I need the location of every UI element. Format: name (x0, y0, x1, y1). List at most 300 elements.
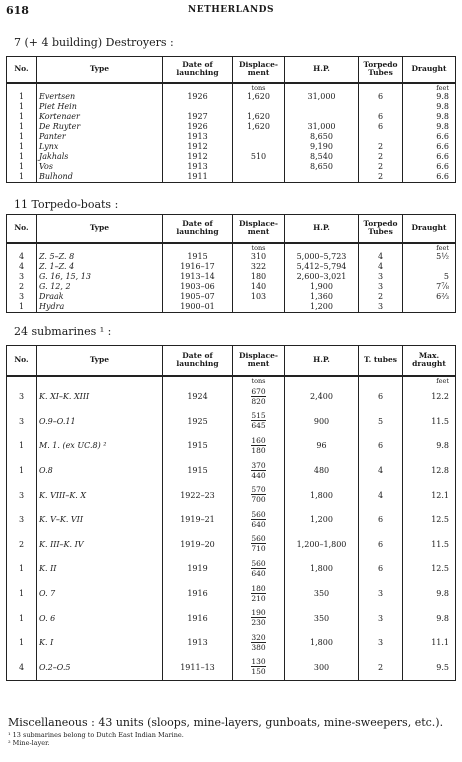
page-number: 618 (6, 4, 29, 17)
table-cell (403, 262, 456, 272)
table-cell (403, 302, 456, 313)
table-cell: 1900–01 (163, 302, 233, 313)
displacement-fraction (251, 534, 265, 553)
table-cell: 1926 (163, 122, 233, 132)
table-cell: 1 (7, 102, 37, 112)
column-header: No. (7, 215, 37, 243)
table-cell: Draak (37, 292, 163, 302)
displacement-cell (233, 581, 285, 606)
table-cell: 4 (7, 262, 37, 272)
footnote-1: ¹ 13 submarines belong to Dutch East Indian Marine. (8, 731, 184, 739)
table-cell: 4 (7, 252, 37, 262)
unit-cell (7, 243, 37, 252)
table-cell: 8,650 (285, 162, 359, 172)
table-cell: 3 (7, 507, 37, 532)
table-cell: 2 (359, 292, 403, 302)
column-header: Type (37, 57, 163, 83)
table-cell: 1903–06 (163, 282, 233, 292)
displacement-surface: 130 (251, 657, 266, 667)
displacement-cell (233, 385, 285, 410)
table-cell: 510 (233, 152, 285, 162)
table-cell: 6 (359, 507, 403, 532)
table-cell: 3 (359, 282, 403, 292)
displacement-cell (233, 557, 285, 582)
table-row (7, 409, 456, 434)
table-cell: 3 (359, 606, 403, 631)
displacement-fraction (251, 633, 265, 652)
table-cell: 3 (7, 292, 37, 302)
unit-cell: feet (403, 83, 456, 92)
table-row (7, 162, 456, 172)
table-row (7, 142, 456, 152)
table-cell: O. 7 (37, 581, 163, 606)
displacement-fraction (251, 485, 265, 504)
column-header: Date of launching (163, 346, 233, 376)
displacement-surface: 515 (251, 411, 266, 421)
column-header: No. (7, 57, 37, 83)
table-cell: 12.8 (403, 458, 456, 483)
table-cell: 6.6 (403, 172, 456, 183)
table-cell: Lynx (37, 142, 163, 152)
unit-cell (37, 243, 163, 252)
table-cell: 300 (285, 655, 359, 680)
table-cell: 1912 (163, 142, 233, 152)
table-row (7, 252, 456, 262)
unit-cell (163, 376, 233, 385)
table-row (7, 112, 456, 122)
displacement-submerged: 645 (251, 421, 266, 431)
table-cell: Kortenaer (37, 112, 163, 122)
table-row (7, 132, 456, 142)
table-row (7, 292, 456, 302)
displacement-fraction (251, 411, 265, 430)
displacement-fraction (251, 584, 265, 603)
table-cell: 180 (233, 272, 285, 282)
column-header: T. tubes (359, 346, 403, 376)
unit-cell (285, 83, 359, 92)
table-cell: 350 (285, 581, 359, 606)
column-header: Type (37, 215, 163, 243)
displacement-submerged: 210 (251, 593, 266, 603)
unit-cell: feet (403, 376, 456, 385)
destroyers-header-row (7, 57, 456, 83)
table-cell: 11.5 (403, 532, 456, 557)
table-row (7, 282, 456, 292)
table-cell: K. I (37, 630, 163, 655)
table-row (7, 272, 456, 282)
table-cell: 1905–07 (163, 292, 233, 302)
table-cell: 2 (359, 142, 403, 152)
displacement-cell (233, 409, 285, 434)
table-cell: 1916 (163, 606, 233, 631)
column-header: H.P. (285, 215, 359, 243)
table-cell: 1,620 (233, 112, 285, 122)
table-cell: K. II (37, 557, 163, 582)
table-cell (233, 142, 285, 152)
table-cell (359, 102, 403, 112)
table-cell: 11.1 (403, 630, 456, 655)
table-cell: 1915 (163, 434, 233, 459)
table-cell: 8,650 (285, 132, 359, 142)
table-cell: 6 (359, 557, 403, 582)
table-cell: 1,800 (285, 557, 359, 582)
table-cell (233, 162, 285, 172)
column-header: Type (37, 346, 163, 376)
table-row (7, 385, 456, 410)
column-header: Torpedo Tubes (359, 57, 403, 83)
unit-cell: tons (233, 243, 285, 252)
table-cell: M. 1. (ex UC.8) ² (37, 434, 163, 459)
table-row (7, 92, 456, 102)
table-cell: 1,200–1,800 (285, 532, 359, 557)
column-header: Draught (403, 215, 456, 243)
table-row (7, 581, 456, 606)
table-cell: 6 (359, 112, 403, 122)
displacement-surface: 180 (251, 583, 266, 593)
unit-row (7, 376, 456, 385)
table-cell: 4 (359, 458, 403, 483)
displacement-surface: 570 (251, 485, 266, 495)
column-header: Torpedo Tubes (359, 215, 403, 243)
table-cell: Jakhals (37, 152, 163, 162)
table-cell: 1926 (163, 92, 233, 102)
displacement-fraction (251, 387, 265, 406)
table-row (7, 655, 456, 680)
table-cell: Bulhond (37, 172, 163, 183)
table-cell: 1 (7, 581, 37, 606)
column-header: Date of launching (163, 57, 233, 83)
table-cell: 1927 (163, 112, 233, 122)
table-row (7, 152, 456, 162)
displacement-submerged: 440 (251, 470, 266, 480)
page-header (6, 4, 456, 20)
table-cell: G. 12, 2 (37, 282, 163, 292)
table-cell: 6 (359, 92, 403, 102)
table-cell: 1924 (163, 385, 233, 410)
table-cell: 4 (359, 483, 403, 508)
table-cell: 2 (7, 282, 37, 292)
displacement-fraction (251, 608, 265, 627)
table-row (7, 172, 456, 183)
displacement-surface: 560 (251, 558, 266, 568)
displacement-submerged: 820 (251, 396, 266, 406)
table-cell: 31,000 (285, 122, 359, 132)
table-cell: 7⅞ (403, 282, 456, 292)
column-header: Displace-ment (233, 57, 285, 83)
table-cell: 6 (359, 385, 403, 410)
table-cell: 1,800 (285, 630, 359, 655)
table-cell: 1919–20 (163, 532, 233, 557)
column-header: Max. draught (403, 346, 456, 376)
table-cell: 1,200 (285, 507, 359, 532)
table-cell: 1 (7, 162, 37, 172)
table-row (7, 262, 456, 272)
table-cell: 9.8 (403, 581, 456, 606)
torpedo-boats-table (6, 214, 456, 313)
table-cell: 900 (285, 409, 359, 434)
displacement-surface: 320 (251, 632, 266, 642)
table-row (7, 606, 456, 631)
table-row (7, 557, 456, 582)
table-cell (233, 102, 285, 112)
table-cell: K. VIII–K. X (37, 483, 163, 508)
table-cell: 31,000 (285, 92, 359, 102)
destroyers-heading: 7 (+ 4 building) Destroyers : (14, 36, 174, 49)
table-cell: 2 (359, 152, 403, 162)
table-cell: 1 (7, 152, 37, 162)
table-cell: 5,000–5,723 (285, 252, 359, 262)
miscellaneous-line: Miscellaneous : 43 units (sloops, mine-layers, gunboats, mine-sweepers, etc.). (8, 716, 444, 729)
displacement-submerged: 700 (251, 495, 266, 505)
displacement-cell (233, 507, 285, 532)
table-cell: 1,620 (233, 122, 285, 132)
table-cell: O.2–O.5 (37, 655, 163, 680)
table-cell: 1 (7, 172, 37, 183)
unit-row (7, 83, 456, 92)
table-cell: 2,600–3,021 (285, 272, 359, 282)
unit-cell (37, 83, 163, 92)
displacement-cell (233, 458, 285, 483)
table-cell: 1916–17 (163, 262, 233, 272)
table-cell: 1925 (163, 409, 233, 434)
unit-cell: tons (233, 83, 285, 92)
table-cell: 1 (7, 557, 37, 582)
table-row (7, 102, 456, 112)
table-cell: 3 (7, 483, 37, 508)
table-row (7, 122, 456, 132)
table-cell: 6.6 (403, 162, 456, 172)
unit-row (7, 243, 456, 252)
column-header: No. (7, 346, 37, 376)
displacement-cell (233, 532, 285, 557)
table-cell: 12.1 (403, 483, 456, 508)
unit-cell (285, 376, 359, 385)
submarines-heading: 24 submarines ¹ : (14, 325, 112, 338)
table-cell: Panter (37, 132, 163, 142)
table-cell: 1 (7, 132, 37, 142)
table-cell: 1 (7, 142, 37, 152)
table-cell: 103 (233, 292, 285, 302)
unit-cell (359, 83, 403, 92)
table-cell (233, 302, 285, 313)
table-cell: Evertsen (37, 92, 163, 102)
table-cell: 1,620 (233, 92, 285, 102)
displacement-fraction (251, 657, 265, 676)
unit-cell (359, 376, 403, 385)
table-cell: 9.8 (403, 102, 456, 112)
displacement-surface: 560 (251, 534, 266, 544)
table-cell: 1 (7, 630, 37, 655)
table-cell: 6 (359, 434, 403, 459)
table-row (7, 507, 456, 532)
table-cell: 5 (403, 272, 456, 282)
table-cell: 9.5 (403, 655, 456, 680)
table-cell: 3 (359, 581, 403, 606)
table-cell: 5½ (403, 252, 456, 262)
table-cell: 1 (7, 434, 37, 459)
table-cell: 1,900 (285, 282, 359, 292)
table-row (7, 483, 456, 508)
displacement-surface: 370 (251, 460, 266, 470)
displacement-surface: 190 (251, 608, 266, 618)
displacement-cell (233, 434, 285, 459)
unit-cell (7, 83, 37, 92)
table-cell (233, 172, 285, 183)
footnote-2: ² Mine-layer. (8, 739, 50, 747)
table-cell: 9.8 (403, 92, 456, 102)
table-cell: 3 (359, 302, 403, 313)
table-cell (285, 112, 359, 122)
column-header: Date of launching (163, 215, 233, 243)
unit-cell (37, 376, 163, 385)
displacement-fraction (251, 436, 265, 455)
displacement-submerged: 150 (251, 667, 266, 677)
table-cell: 1913 (163, 132, 233, 142)
table-cell: 5,412–5,794 (285, 262, 359, 272)
table-cell: 1913 (163, 630, 233, 655)
displacement-surface: 670 (251, 386, 266, 396)
table-cell: 1 (7, 458, 37, 483)
table-cell: 140 (233, 282, 285, 292)
unit-cell (7, 376, 37, 385)
table-cell: 1919 (163, 557, 233, 582)
table-cell: 1 (7, 112, 37, 122)
table-cell: 12.2 (403, 385, 456, 410)
table-cell: 1 (7, 606, 37, 631)
table-cell: 1 (7, 92, 37, 102)
table-cell: Z. 5–Z. 8 (37, 252, 163, 262)
table-row (7, 630, 456, 655)
displacement-cell (233, 606, 285, 631)
table-cell: K. V–K. VII (37, 507, 163, 532)
table-cell: 1915 (163, 252, 233, 262)
table-cell: 4 (359, 252, 403, 262)
table-cell: 2,400 (285, 385, 359, 410)
table-cell: 1 (7, 122, 37, 132)
unit-cell (359, 243, 403, 252)
displacement-submerged: 640 (251, 568, 266, 578)
table-cell: O.8 (37, 458, 163, 483)
table-cell: 1911–13 (163, 655, 233, 680)
table-row (7, 532, 456, 557)
table-cell: 310 (233, 252, 285, 262)
table-cell: 6 (359, 122, 403, 132)
displacement-cell (233, 483, 285, 508)
column-header: H.P. (285, 57, 359, 83)
table-cell: 1913–14 (163, 272, 233, 282)
table-cell: 1,360 (285, 292, 359, 302)
table-cell (359, 132, 403, 142)
column-header: Displace-ment (233, 215, 285, 243)
table-cell: 2 (359, 172, 403, 183)
table-cell: 322 (233, 262, 285, 272)
table-cell (233, 132, 285, 142)
unit-cell (163, 243, 233, 252)
table-row (7, 302, 456, 313)
column-header: Displace-ment (233, 346, 285, 376)
table-cell: 2 (359, 162, 403, 172)
unit-cell (163, 83, 233, 92)
page-title: NETHERLANDS (188, 5, 274, 15)
table-cell: 1915 (163, 458, 233, 483)
table-cell: Hydra (37, 302, 163, 313)
table-cell: 9.8 (403, 122, 456, 132)
displacement-submerged: 640 (251, 519, 266, 529)
table-cell: 9.8 (403, 112, 456, 122)
table-cell: 1912 (163, 152, 233, 162)
table-cell: Vos (37, 162, 163, 172)
table-cell: 3 (7, 409, 37, 434)
table-cell: 3 (7, 272, 37, 282)
submarines-header-row (7, 346, 456, 376)
table-cell: 2 (359, 655, 403, 680)
table-cell: 3 (359, 272, 403, 282)
displacement-submerged: 710 (251, 544, 266, 554)
table-cell: 1913 (163, 162, 233, 172)
table-cell: 6.6 (403, 152, 456, 162)
column-header: Draught (403, 57, 456, 83)
torpedo-boats-heading: 11 Torpedo-boats : (14, 198, 119, 211)
table-cell: 4 (7, 655, 37, 680)
displacement-fraction (251, 461, 265, 480)
unit-cell (285, 243, 359, 252)
table-cell: 8,540 (285, 152, 359, 162)
table-cell: 1916 (163, 581, 233, 606)
table-cell: 5 (359, 409, 403, 434)
displacement-submerged: 230 (251, 618, 266, 628)
table-cell: 11.5 (403, 409, 456, 434)
destroyers-table (6, 56, 456, 183)
displacement-surface: 160 (251, 435, 266, 445)
table-cell: O.9–O.11 (37, 409, 163, 434)
table-cell: 12.5 (403, 557, 456, 582)
table-cell: G. 16, 15, 13 (37, 272, 163, 282)
displacement-fraction (251, 559, 265, 578)
table-cell (285, 102, 359, 112)
table-cell: 1 (7, 302, 37, 313)
displacement-submerged: 180 (251, 445, 266, 455)
table-cell: 3 (359, 630, 403, 655)
displacement-submerged: 380 (251, 642, 266, 652)
table-row (7, 434, 456, 459)
table-cell: 1919–21 (163, 507, 233, 532)
table-cell: 1922–23 (163, 483, 233, 508)
table-cell: 9.8 (403, 434, 456, 459)
unit-cell: tons (233, 376, 285, 385)
table-cell: 96 (285, 434, 359, 459)
displacement-cell (233, 655, 285, 680)
displacement-cell (233, 630, 285, 655)
table-cell: 6.6 (403, 142, 456, 152)
table-cell: 6 (359, 532, 403, 557)
table-cell: 4 (359, 262, 403, 272)
torpedo-boats-header-row (7, 215, 456, 243)
displacement-surface: 560 (251, 509, 266, 519)
table-cell: K. III–K. IV (37, 532, 163, 557)
table-cell: 1,200 (285, 302, 359, 313)
table-cell (285, 172, 359, 183)
table-cell: De Ruyter (37, 122, 163, 132)
table-cell: Piet Hein (37, 102, 163, 112)
table-cell: 3 (7, 385, 37, 410)
table-cell (163, 102, 233, 112)
table-row (7, 458, 456, 483)
table-cell: 480 (285, 458, 359, 483)
table-cell: 1,800 (285, 483, 359, 508)
table-cell: 1911 (163, 172, 233, 183)
table-cell: 9.8 (403, 606, 456, 631)
table-cell: Z. 1–Z. 4 (37, 262, 163, 272)
